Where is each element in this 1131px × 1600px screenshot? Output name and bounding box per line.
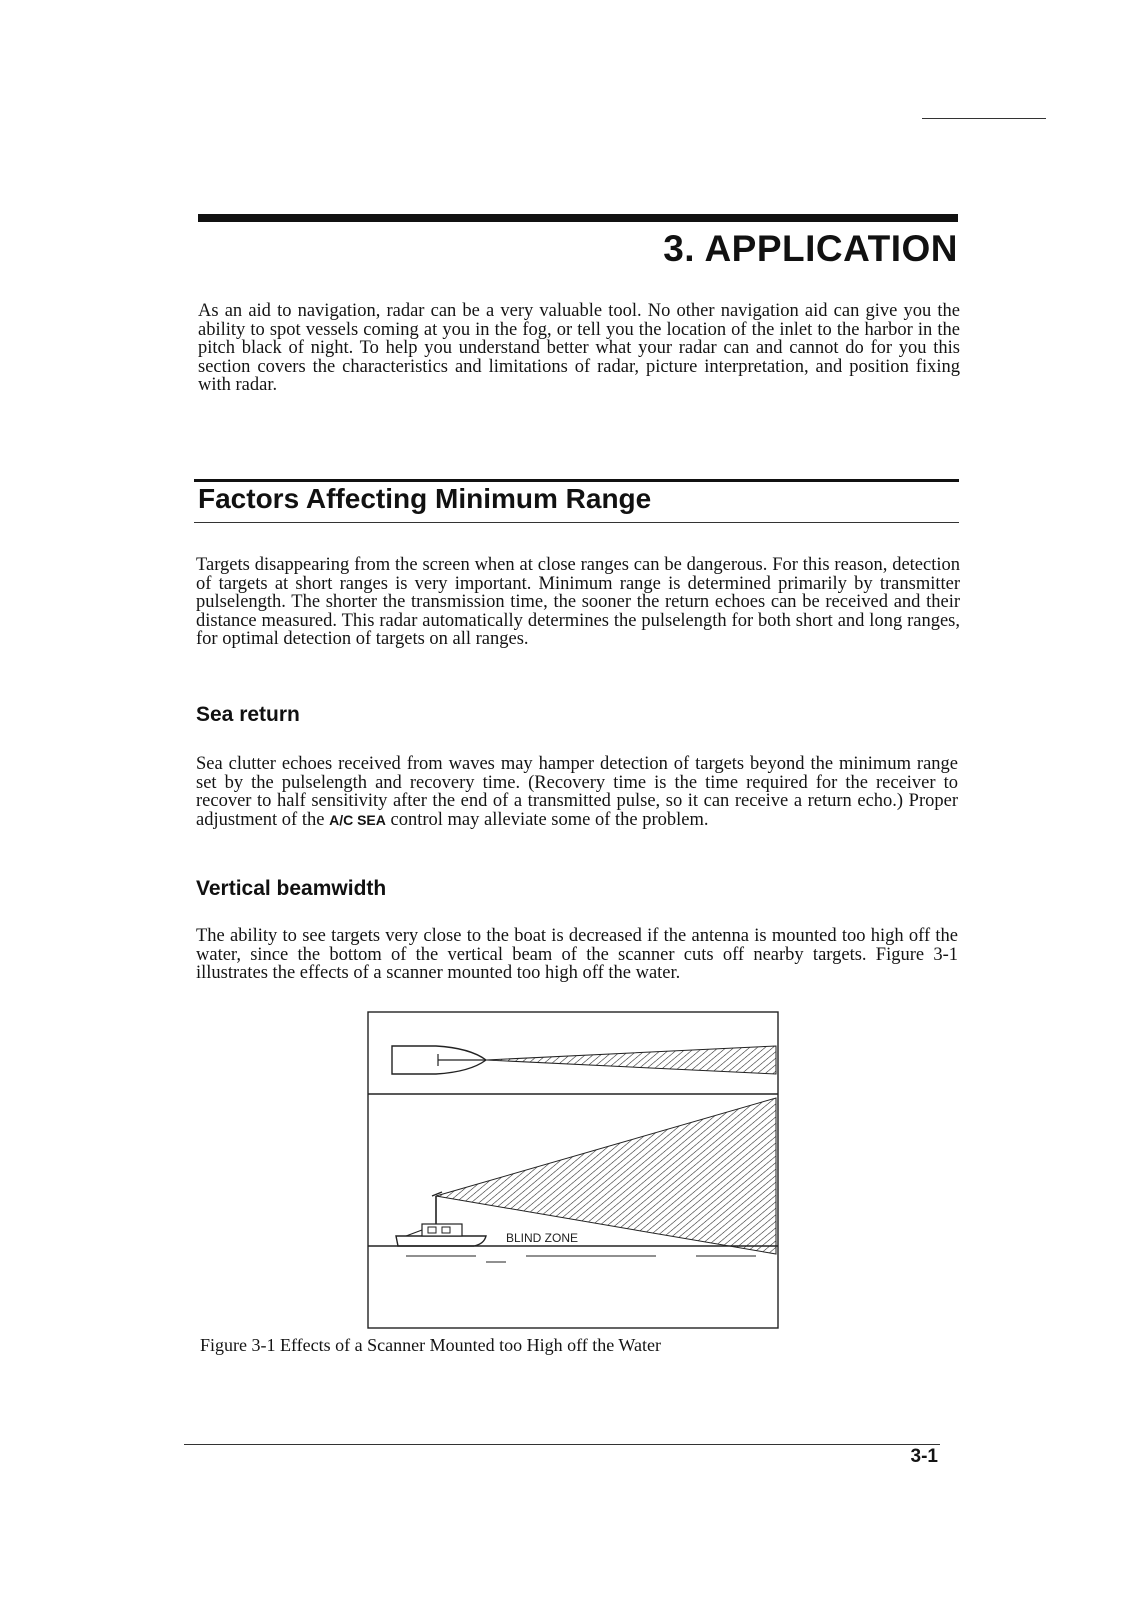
vertical-beamwidth-heading: Vertical beamwidth bbox=[196, 877, 387, 900]
section-rule-bottom bbox=[194, 522, 959, 523]
footer-rule bbox=[184, 1444, 940, 1445]
chapter-title: 3. APPLICATION bbox=[663, 228, 958, 269]
figure-caption: Figure 3-1 Effects of a Scanner Mounted too High off the Water bbox=[200, 1335, 661, 1355]
vertical-beamwidth-text: The ability to see targets very close to the boat is decreased if the antenna is mounted too high off the water, since the bottom of the vertical beam of the scanner cuts off nearby targets. Figure 3-1 illustrates the effects of a scanner mounted too high off the water. bbox=[196, 926, 958, 983]
sea-return-paragraph bbox=[196, 755, 958, 829]
figure-3-1 bbox=[366, 1010, 784, 1330]
page-number: 3-1 bbox=[910, 1446, 938, 1467]
ac-sea-control-label: A/C SEA bbox=[329, 811, 386, 828]
sea-return-text-after: control may alleviate some of the problem. bbox=[385, 809, 709, 830]
minimum-range-paragraph bbox=[196, 556, 960, 649]
section-title: Factors Affecting Minimum Range bbox=[198, 483, 652, 514]
chapter-bar bbox=[198, 214, 958, 222]
corner-rule bbox=[922, 118, 1046, 119]
blind-zone-label: BLIND ZONE bbox=[506, 1231, 579, 1245]
minimum-range-text: Targets disappearing from the screen when at close ranges can be dangerous. For this reason, detection of targets at short ranges is very important. Minimum range is determined primarily by transmitter pulselength. The shorter the transmission time, the sooner the return echoes can be received and their distance measured. This radar automatically determines the pulselength for both short and long ranges, for optimal detection of targets on all ranges. bbox=[196, 555, 960, 649]
sea-return-text-before: Sea clutter echoes received from waves may hamper detection of targets beyond the minimum range set by the pulselength and recovery time. (Recovery time is the time required for the receiver to recover to half sensitivity after the end of a transmitted pulse, so it can receive a return echo.) Proper adjustment of the bbox=[196, 754, 958, 830]
section-rule-top bbox=[194, 479, 959, 482]
intro-paragraph bbox=[198, 302, 960, 395]
intro-text: As an aid to navigation, radar can be a very valuable tool. No other navigation aid can give you the ability to spot vessels coming at you in the fog, or tell you the location of the inlet to the harbor in the pitch black of night. To help you understand better what your radar can and cannot do for you this section covers the characteristics and limitations of radar, picture interpretation, and position fixing with radar. bbox=[198, 301, 960, 395]
vertical-beamwidth-paragraph bbox=[196, 927, 958, 983]
sea-return-text bbox=[196, 755, 958, 829]
sea-return-heading: Sea return bbox=[196, 703, 300, 726]
